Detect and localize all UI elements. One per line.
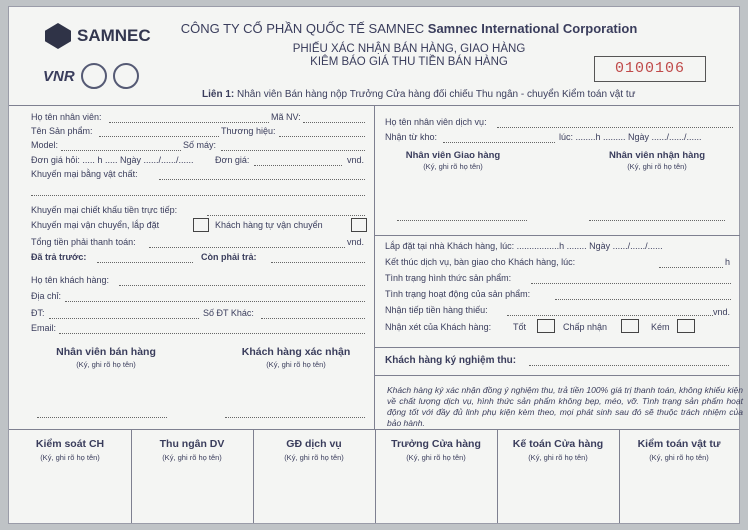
checkbox-kh-tu-van-chuyen[interactable] [351,218,367,232]
divider-right-lower [374,347,740,348]
label-ket-thuc: Kết thúc dịch vụ, bàn giao cho Khách hàng, lúc: [385,257,576,267]
field-ket-thuc[interactable] [659,267,723,268]
certification-logos [43,63,139,89]
label-model: Model: [31,140,59,150]
serial-number: 0100106 [594,56,706,82]
field-km-chiet-khau[interactable] [207,215,365,216]
samnec-logo-icon [45,23,71,49]
label-tinh-trang-hinh-thuc: Tình trạng hình thức sản phẩm: [385,273,512,283]
label-ho-ten-kh: Họ tên khách hàng: [31,275,110,285]
checkbox-chap-nhan[interactable] [621,319,639,333]
field-so-dt-khac[interactable] [261,318,365,319]
label-tong-tien: Tổng tiền phải thanh toán: [31,237,136,247]
sig-line-nvbh[interactable] [37,417,167,418]
sig-kh-xac-nhan-note: (Ký, ghi rõ họ tên) [266,360,326,369]
divider-right-mid [374,235,740,236]
samnec-logo [45,23,151,49]
label-thuong-hieu: Thương hiệu: [221,126,276,136]
checkbox-km-van-chuyen[interactable] [193,218,209,232]
label-nhan-xet: Nhận xét của Khách hàng: [385,322,492,332]
label-opt-tot: Tốt [513,322,527,332]
header-block [149,21,669,68]
sig-nv-ban-hang: Nhân viên bán hàng [56,346,156,358]
label-ten-sp: Tên Sản phẩm: [31,126,93,136]
field-dia-chi[interactable] [65,301,365,302]
label-km-vat-chat: Khuyến mại bằng vật chất: [31,169,138,179]
field-ho-ten-nvdv[interactable] [497,127,733,128]
label-so-may: Số máy: [183,140,217,150]
sig-gd-dich-vu-note: (Ký, ghi rõ họ tên) [284,453,344,462]
label-vnd-2: vnd. [347,237,365,247]
field-ma-nv[interactable] [303,122,365,123]
field-model[interactable] [61,150,181,151]
sig-gd-dich-vu: GĐ dịch vụ [286,438,342,450]
field-ho-ten-kh[interactable] [119,285,365,286]
field-da-tra-truoc[interactable] [97,262,193,263]
field-so-may[interactable] [221,150,365,151]
sig-ke-toan-cua-hang-note: (Ký, ghi rõ họ tên) [528,453,588,462]
field-tinh-trang-hinh-thuc[interactable] [531,283,731,284]
sig-thu-ngan-dv-note: (Ký, ghi rõ họ tên) [162,453,222,462]
form-sheet [8,6,743,524]
sig-thu-ngan-dv: Thu ngân DV [159,438,225,450]
label-don-gia: Đơn giá: [215,155,250,165]
field-con-phai-tra[interactable] [271,262,365,263]
label-kh-tu-van-chuyen: Khách hàng tự vận chuyển [215,220,323,230]
checkbox-tot[interactable] [537,319,555,333]
label-email: Email: [31,323,57,333]
field-don-gia[interactable] [254,165,342,166]
sig-kiem-soat-ch: Kiểm soát CH [35,438,105,450]
form-title-line2: KIÊM BÁO GIÁ THU TIỀN BÁN HÀNG [310,56,508,68]
certification-seal-icon [81,63,107,89]
sig-nv-giao-hang: Nhân viên Giao hàng [405,150,501,161]
divider-bottom [9,429,739,430]
acceptance-note: Khách hàng ký xác nhận đồng ý nghiệm thu, trả tiền 100% giá trị thanh toán, không khiếu kiện về chất lượng dịch vụ, hình thức sản phẩm không bẹp, méo, vỡ. Tình trạng sản phẩm hoạt động tốt với đầy đủ linh phụ kiện kèm theo, mọi phát sinh sau đó sẽ thuộc trách nhiệm của bảo hành. [387,385,743,428]
field-nhan-tu-kho[interactable] [443,142,555,143]
sig-nv-nhan-hang-note: (Ký, ghi rõ họ tên) [627,162,687,171]
field-km-vat-chat-2[interactable] [31,195,365,196]
sig-truong-cua-hang: Trưởng Cửa hàng [391,438,481,450]
sig-nv-ban-hang-note: (Ký, ghi rõ họ tên) [76,360,136,369]
field-email[interactable] [59,333,365,334]
label-dia-chi: Địa chỉ: [31,291,62,301]
label-nhan-tien-thieu: Nhận tiếp tiền hàng thiếu: [385,305,488,315]
field-tinh-trang-hoat-dong[interactable] [555,299,731,300]
label-ket-thuc-h: h [725,257,731,267]
label-don-gia-hoi: Đơn giá hỏi: ..... h ..... Ngày ....../....../...... [31,155,194,165]
sig-line-nvgh[interactable] [397,220,527,221]
label-con-phai-tra: Còn phải trả: [201,252,257,262]
label-km-van-chuyen: Khuyến mại vận chuyển, lắp đặt [31,220,160,230]
divider-right-note [374,375,740,376]
label-lap-dat: Lắp đặt tại nhà Khách hàng, lúc: .................h ........ Ngày ....../....../...... [385,241,663,251]
divider-vertical [374,105,375,430]
label-ho-ten-nv: Họ tên nhân viên: [31,112,102,122]
label-opt-chap-nhan: Chấp nhận [563,322,608,332]
label-vnd-3: vnd. [713,307,731,317]
label-nhan-tu-kho: Nhận từ kho: [385,132,438,142]
label-vnd: vnd. [347,155,365,165]
company-name: CÔNG TY CỔ PHẦN QUỐC TẾ SAMNEC Samnec International Corporation [180,21,638,36]
sig-truong-cua-hang-note: (Ký, ghi rõ họ tên) [406,453,466,462]
field-kh-nghiem-thu[interactable] [529,365,729,366]
sig-kiem-toan-vat-tu: Kiểm toán vật tư [637,438,721,450]
sig-kiem-toan-vat-tu-note: (Ký, ghi rõ họ tên) [649,453,709,462]
quality-seal-icon [113,63,139,89]
label-dt: ĐT: [31,308,45,318]
label-ma-nv: Mã NV: [271,112,301,122]
label-da-tra-truoc: Đã trả trước: [31,252,87,262]
sig-line-nvnh[interactable] [589,220,725,221]
sig-nv-nhan-hang: Nhân viên nhận hàng [608,150,706,161]
copy-label: Liên 1: Nhân viên Bán hàng nộp Trưởng Cửa hàng đối chiếu Thu ngân - chuyển Kiểm toán vật tư [202,89,636,100]
label-km-chiet-khau: Khuyến mại chiết khấu tiền trực tiếp: [31,205,178,215]
field-nhan-tien-thieu[interactable] [507,315,713,316]
label-ho-ten-nvdv: Họ tên nhân viên dịch vụ: [385,117,487,127]
field-dt[interactable] [49,318,199,319]
label-tinh-trang-hoat-dong: Tình trạng hoạt động của sản phẩm: [385,289,531,299]
sig-nv-giao-hang-note: (Ký, ghi rõ họ tên) [423,162,483,171]
field-ho-ten-nv[interactable] [109,122,269,123]
form-title-line1: PHIẾU XÁC NHẬN BÁN HÀNG, GIAO HÀNG [292,43,526,55]
field-km-vat-chat[interactable] [159,179,365,180]
logo-text: SAMNEC [77,26,151,45]
label-luc-gio-ngay: lúc: ........h ......... Ngày ....../....../...... [559,132,702,142]
label-so-dt-khac: Số ĐT Khác: [203,308,254,318]
sig-kiem-soat-ch-note: (Ký, ghi rõ họ tên) [40,453,100,462]
checkbox-kem[interactable] [677,319,695,333]
vnr-logo: VNR [43,67,75,85]
field-thuong-hieu[interactable] [279,136,365,137]
sig-kh-xac-nhan: Khách hàng xác nhận [241,346,351,358]
sig-line-khxn[interactable] [225,417,365,418]
label-opt-kem: Kém [651,322,670,332]
field-ten-sp[interactable] [99,136,219,137]
field-tong-tien[interactable] [149,247,345,248]
sig-ke-toan-cua-hang: Kế toán Cửa hàng [512,438,604,450]
label-kh-nghiem-thu: Khách hàng ký nghiệm thu: [385,355,517,366]
